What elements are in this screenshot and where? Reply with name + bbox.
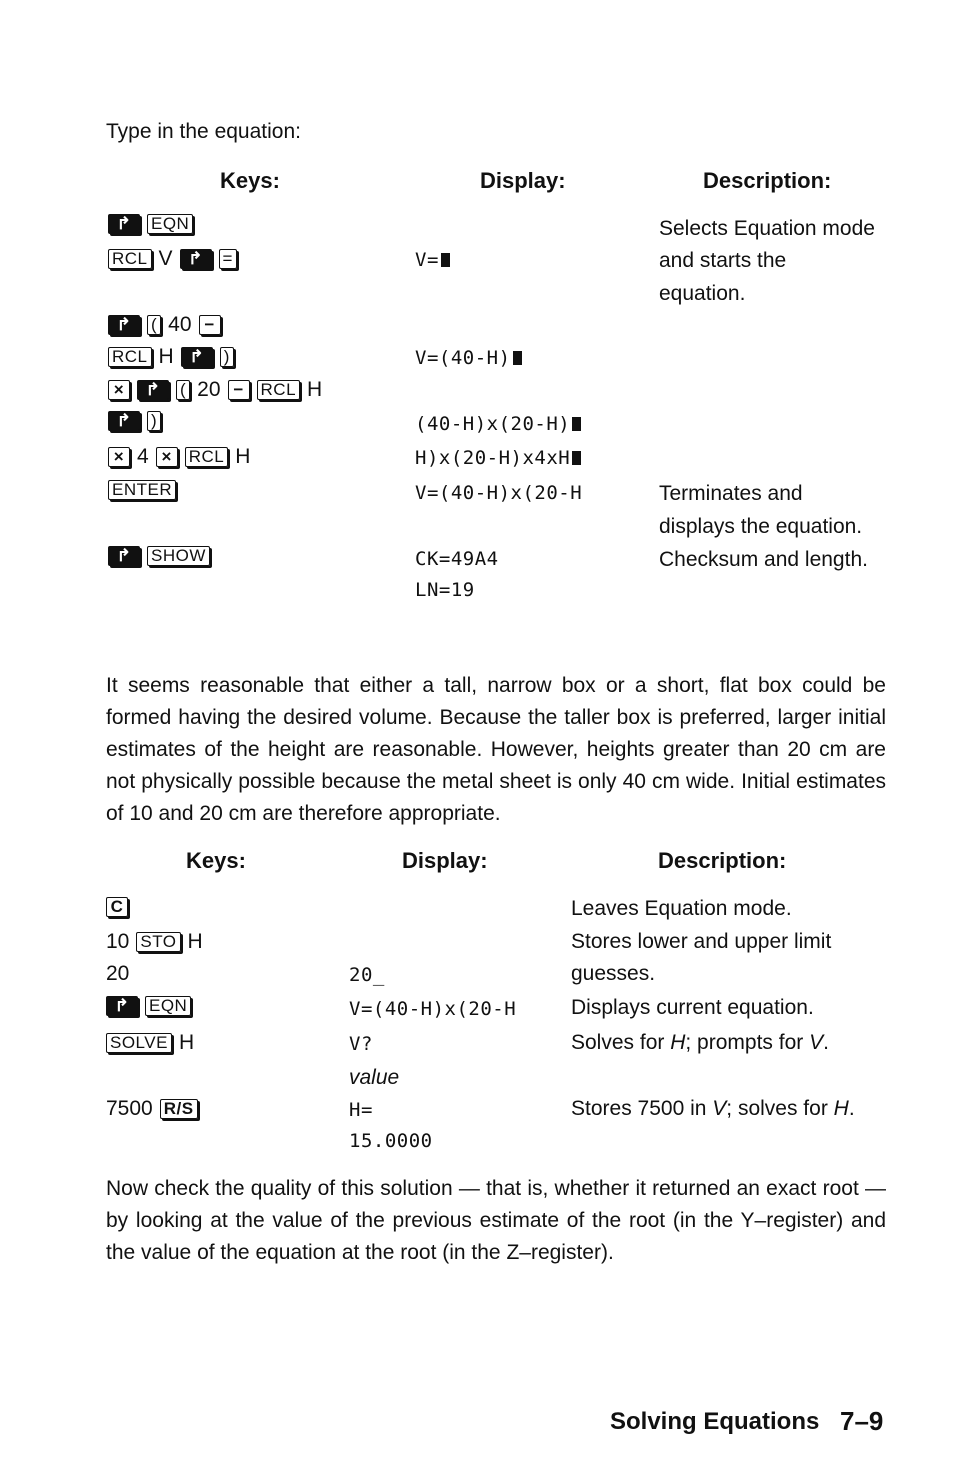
key-sequence-text: 7500 (106, 1097, 153, 1120)
shift-key-icon: ↱ (108, 315, 140, 335)
key-sequence (108, 378, 329, 402)
calculator-key: RCL (108, 249, 152, 269)
description-fragment: Solves for (571, 1031, 671, 1054)
description-fragment: H (833, 1097, 849, 1120)
table1-header-keys: Keys: (220, 168, 280, 193)
calculator-key: SOLVE (106, 1033, 172, 1053)
description-fragment: ; prompts for (685, 1031, 810, 1054)
cursor-block-icon (441, 253, 450, 267)
key-sequence (106, 1097, 205, 1121)
calculator-key: STO (136, 932, 180, 952)
table1-description-line: displays the equation. (659, 515, 863, 538)
row-description: guesses. (571, 962, 656, 985)
key-sequence (108, 480, 183, 500)
calculator-key: ( (176, 380, 190, 400)
key-sequence-text: H (187, 930, 203, 953)
shift-key-icon: ↱ (108, 546, 140, 566)
row-description: Leaves Equation mode. (571, 897, 792, 920)
key-sequence-text: 4 (137, 445, 149, 468)
calculator-display: H= (349, 1099, 373, 1121)
calculator-key: × (108, 447, 130, 467)
calculator-display: 20_ (349, 964, 385, 986)
key-sequence (106, 1031, 201, 1055)
key-sequence (108, 247, 244, 271)
table1-header-display: Display: (480, 168, 566, 193)
table1-description-line: and starts the (659, 249, 787, 272)
description-fragment: H (670, 1031, 686, 1054)
paragraph-initial-estimates: It seems reasonable that either a tall, narrow box or a short, flat box could be formed having the desired volume. Because the taller box is preferred, larger initial estimates of the height are reasonable. However, heights greater than 20 cm are not physically possible because the metal sheet is only 40 cm wide. Initial estimates of 10 and 20 cm are therefore appropriate. (106, 674, 886, 825)
key-sequence-text: V (158, 247, 173, 270)
cursor-block-icon (513, 351, 522, 365)
calculator-key: SHOW (147, 546, 210, 566)
calculator-display-line (415, 347, 522, 369)
key-sequence-text: H (178, 1031, 195, 1054)
intro-text: Type in the equation: (106, 120, 301, 143)
calculator-key: RCL (108, 347, 152, 367)
calculator-display: value (349, 1066, 400, 1089)
calculator-display: V=(40-H) (415, 347, 511, 369)
calculator-key: = (219, 249, 237, 269)
calculator-key: × (108, 380, 130, 400)
calculator-key: ENTER (108, 480, 176, 500)
shift-key-icon: ↱ (181, 347, 213, 367)
table1-description-line: Checksum and length. (659, 548, 868, 571)
calculator-key: ) (147, 411, 161, 431)
shift-key-icon: ↱ (106, 996, 138, 1016)
calculator-key: EQN (147, 214, 193, 234)
key-sequence-text: H (235, 445, 251, 468)
table2-header-description: Description: (658, 848, 787, 873)
table2-header-keys: Keys: (186, 848, 246, 873)
key-sequence (108, 313, 228, 337)
calculator-display: V= (415, 249, 439, 271)
key-sequence (106, 996, 198, 1016)
footer-page-number: 7–9 (840, 1406, 884, 1436)
key-sequence (106, 930, 210, 954)
calculator-display-line (415, 249, 450, 271)
description-fragment: . (848, 1097, 855, 1120)
shift-key-icon: ↱ (180, 249, 212, 269)
calculator-display: LN=19 (415, 579, 475, 601)
table1-header-description: Description: (703, 168, 832, 193)
description-fragment: V (712, 1097, 727, 1120)
calculator-key: C (106, 897, 128, 917)
table1-description-line: equation. (659, 282, 746, 305)
calculator-key: − (228, 380, 250, 400)
calculator-key: RCL (257, 380, 301, 400)
key-sequence-text: H (307, 378, 323, 401)
shift-key-icon: ↱ (108, 214, 140, 234)
calculator-key: × (156, 447, 178, 467)
key-sequence (108, 546, 217, 566)
key-sequence (108, 411, 168, 431)
calculator-key: R/S (160, 1099, 198, 1119)
table1-description-line: Selects Equation mode (659, 217, 875, 240)
calculator-display: V? (349, 1033, 373, 1055)
cursor-block-icon (572, 451, 581, 465)
row-description (571, 1097, 855, 1121)
key-sequence-text: H (158, 345, 174, 368)
key-sequence-text: 20 (106, 962, 130, 985)
description-fragment: ; solves for (726, 1097, 834, 1120)
key-sequence-text: 20 (197, 378, 221, 401)
cursor-block-icon (572, 417, 581, 431)
key-sequence (106, 897, 135, 917)
footer-section-title: Solving Equations (610, 1408, 820, 1435)
calculator-display-line (415, 447, 581, 469)
table1-description-line: Terminates and (659, 482, 803, 505)
key-sequence-text: 40 (168, 313, 192, 336)
description-fragment: Stores 7500 in (571, 1097, 713, 1120)
description-fragment: . (823, 1031, 829, 1054)
key-sequence (108, 345, 241, 369)
description-fragment: V (809, 1031, 824, 1054)
key-sequence-text: 10 (106, 930, 130, 953)
calculator-key: ( (147, 315, 161, 335)
calculator-display: 15.0000 (349, 1130, 433, 1152)
shift-key-icon: ↱ (108, 411, 140, 431)
row-description: Displays current equation. (571, 996, 814, 1019)
key-sequence (106, 962, 136, 986)
key-sequence (108, 445, 257, 469)
calculator-key: − (199, 315, 221, 335)
calculator-key: EQN (145, 996, 191, 1016)
row-description (571, 1031, 829, 1055)
key-sequence (108, 214, 200, 234)
calculator-display: V=(40-H)x(20-H (349, 998, 517, 1020)
table2-header-display: Display: (402, 848, 488, 873)
calculator-key: RCL (185, 447, 229, 467)
shift-key-icon: ↱ (137, 380, 169, 400)
paragraph-check-quality: Now check the quality of this solution — that is, whether it returned an exact root — by looking at the value of the previous estimate of the root (in the Y–register) and the value of the equation at the root (in the Z–register). (106, 1177, 886, 1264)
calculator-display: CK=49A4 (415, 548, 499, 570)
calculator-display: V=(40-H)x(20-H (415, 482, 583, 504)
calculator-display: H)x(20-H)x4xH (415, 447, 571, 469)
calculator-display-line (415, 413, 581, 435)
calculator-key: ) (220, 347, 234, 367)
calculator-display: (40-H)x(20-H) (415, 413, 571, 435)
row-description: Stores lower and upper limit (571, 930, 832, 953)
